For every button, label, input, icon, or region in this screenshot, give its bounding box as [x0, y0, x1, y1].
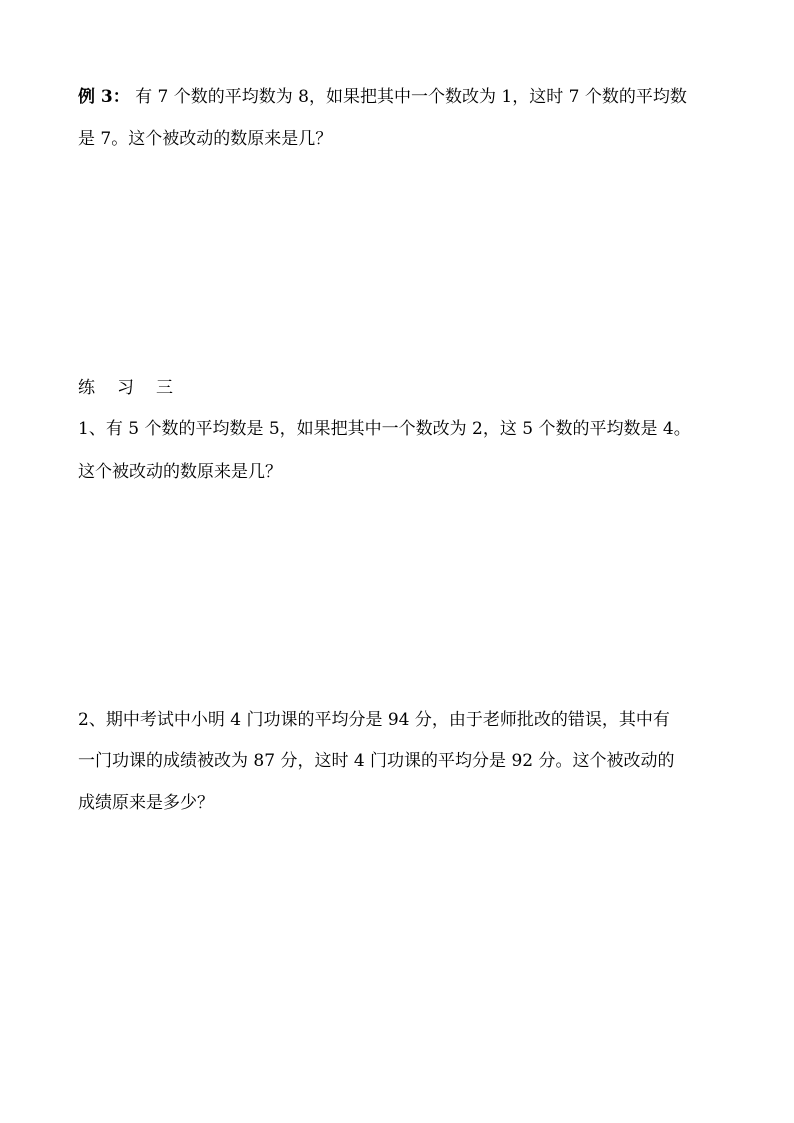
example-3-line-1	[78, 86, 687, 108]
practice-heading-char: 三	[156, 378, 173, 398]
example-3-text-1: 有 7 个数的平均数为 8，如果把其中一个数改为 1，这时 7 个数的平均数	[129, 87, 687, 107]
practice-q2-line-1: 2、期中考试中小明 4 门功课的平均分是 94 分，由于老师批改的错误，其中有	[78, 710, 670, 730]
example-3-label: 例 3：	[78, 87, 130, 107]
practice-heading	[78, 377, 195, 399]
practice-heading-char: 练	[78, 378, 95, 398]
practice-q1-line-1: 1、有 5 个数的平均数是 5，如果把其中一个数改为 2，这 5 个数的平均数是 4。	[78, 419, 691, 439]
practice-heading-char: 习	[117, 378, 134, 398]
practice-q2-line-2: 一门功课的成绩被改为 87 分，这时 4 门功课的平均分是 92 分。这个被改动的	[78, 751, 675, 771]
practice-q1-line-2: 这个被改动的数原来是几？	[78, 462, 282, 482]
example-3-line-2: 是 7。这个被改动的数原来是几？	[78, 129, 333, 149]
practice-q2-line-3: 成绩原来是多少？	[78, 793, 214, 813]
